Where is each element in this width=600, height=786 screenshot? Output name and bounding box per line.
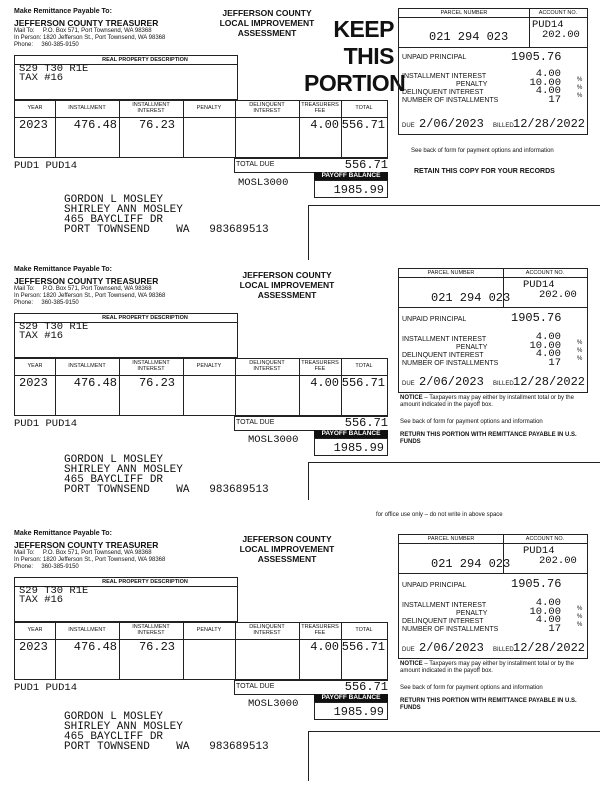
col-year: YEAR xyxy=(27,105,43,111)
total-due-label: TOTAL DUE xyxy=(236,419,275,426)
account-number: PUD14 202.00 xyxy=(532,19,580,41)
col-total: TOTAL xyxy=(355,363,373,369)
property-description-box xyxy=(14,313,238,358)
total-due-value: 556.71 xyxy=(344,158,388,172)
due-label: DUE xyxy=(402,123,415,129)
owner-code: MOSL3000 xyxy=(238,177,289,189)
phone-line: Phone: 360-385-9150 xyxy=(14,564,79,570)
district-code: PUD1 PUD14 xyxy=(14,418,78,430)
due-date: 2/06/2023 xyxy=(419,117,484,131)
interest-labels: INSTALLMENT INTEREST PENALTY DELINQUENT INTEREST NUMBER OF INSTALLMENTS xyxy=(402,602,499,633)
interest-values: 4.00 10.00 4.00 17 xyxy=(529,597,561,635)
property-lines: S29 T30 R1E TAX #16 xyxy=(19,63,89,84)
payoff-box xyxy=(314,180,388,198)
col-total: TOTAL xyxy=(355,105,373,111)
billed-date: 12/28/2022 xyxy=(513,375,586,389)
parcel-number: 021 294 023 xyxy=(431,557,511,571)
assessment-title: JEFFERSON COUNTY LOCAL IMPROVEMENT ASSESSMENT xyxy=(239,270,335,300)
in-person-line: In Person: 1820 Jefferson St., Port Townsend, WA 98368 xyxy=(14,35,166,41)
cell-installment-interest: 76.23 xyxy=(138,640,175,654)
cell-total: 556.71 xyxy=(341,376,385,390)
remit-heading: Make Remittance Payable To: xyxy=(14,266,112,273)
parcel-panel xyxy=(398,534,588,659)
office-use-note: for office use only – do not write in above space xyxy=(376,512,503,518)
billed-date: 12/28/2022 xyxy=(513,117,586,131)
payoff-label: PAYOFF BALANCE xyxy=(314,694,388,702)
parcel-panel xyxy=(398,8,588,135)
total-due-label: TOTAL DUE xyxy=(236,161,275,168)
total-due-value: 556.71 xyxy=(344,416,388,430)
account-label: ACCOUNT NO. xyxy=(525,270,565,276)
payoff-box xyxy=(314,438,388,456)
district-code: PUD1 PUD14 xyxy=(14,160,78,172)
cell-treasurers-fee: 4.00 xyxy=(310,376,339,390)
col-delinquent-interest: DELINQUENT INTEREST xyxy=(249,102,285,114)
col-year: YEAR xyxy=(27,627,43,633)
treasurer-name: JEFFERSON COUNTY TREASURER xyxy=(14,18,159,28)
notice: NOTICE – Taxpayers may pay either by installment total or by the amount indicated in the payoff box. xyxy=(400,395,574,408)
percent-signs: % % % xyxy=(577,77,583,99)
assessment-title: JEFFERSON COUNTY LOCAL IMPROVEMENT ASSESSMENT xyxy=(219,8,315,38)
cell-treasurers-fee: 4.00 xyxy=(310,640,339,654)
remit-heading: Make Remittance Payable To: xyxy=(14,530,112,537)
unpaid-principal-value: 1905.76 xyxy=(511,311,562,325)
parcel-number: 021 294 023 xyxy=(431,291,511,305)
payoff-value: 1985.99 xyxy=(333,705,384,719)
cell-treasurers-fee: 4.00 xyxy=(310,118,339,132)
col-treasurers-fee: TREASURERS FEE xyxy=(301,624,339,636)
parcel-panel xyxy=(398,268,588,393)
due-date: 2/06/2023 xyxy=(419,641,484,655)
cell-installment-interest: 76.23 xyxy=(138,376,175,390)
owner-address: GORDON L MOSLEY SHIRLEY ANN MOSLEY 465 BAYCLIFF DR PORT TOWNSEND WA 983689513 xyxy=(64,194,269,236)
interest-values: 4.00 10.00 4.00 17 xyxy=(529,331,561,369)
payoff-label: PAYOFF BALANCE xyxy=(314,430,388,438)
account-number: PUD14 202.00 xyxy=(523,279,577,301)
property-description-box xyxy=(14,577,238,622)
unpaid-principal-label: UNPAID PRINCIPAL xyxy=(402,54,467,61)
owner-address: GORDON L MOSLEY SHIRLEY ANN MOSLEY 465 BAYCLIFF DR PORT TOWNSEND WA 983689513 xyxy=(64,454,269,496)
interest-labels: INSTALLMENT INTEREST PENALTY DELINQUENT INTEREST NUMBER OF INSTALLMENTS xyxy=(402,73,499,104)
district-code: PUD1 PUD14 xyxy=(14,682,78,694)
col-installment: INSTALLMENT xyxy=(68,363,106,369)
payoff-value: 1985.99 xyxy=(333,441,384,455)
unpaid-principal-label: UNPAID PRINCIPAL xyxy=(402,316,467,323)
parcel-number-label: PARCEL NUMBER xyxy=(427,270,475,276)
payoff-label: PAYOFF BALANCE xyxy=(314,172,388,180)
col-installment-interest: INSTALLMENT INTEREST xyxy=(132,360,170,372)
due-label: DUE xyxy=(402,647,415,653)
percent-signs: % % % xyxy=(577,606,583,628)
notice: NOTICE – Taxpayers may pay either by installment total or by the amount indicated in the payoff box. xyxy=(400,661,574,674)
property-header: REAL PROPERTY DESCRIPTION xyxy=(102,579,188,585)
owner-code: MOSL3000 xyxy=(248,434,299,446)
due-label: DUE xyxy=(402,381,415,387)
phone-line: Phone: 360-385-9150 xyxy=(14,42,79,48)
account-number: PUD14 202.00 xyxy=(523,545,577,567)
cell-installment-interest: 76.23 xyxy=(138,118,175,132)
cell-installment: 476.48 xyxy=(73,118,117,132)
see-back-note: See back of form for payment options and information xyxy=(411,148,554,154)
cell-total: 556.71 xyxy=(341,118,385,132)
col-penalty: PENALTY xyxy=(196,627,222,633)
billed-label: BILLED xyxy=(493,381,514,387)
col-installment: INSTALLMENT xyxy=(68,627,106,633)
account-label: ACCOUNT NO. xyxy=(525,536,565,542)
cell-year: 2023 xyxy=(19,640,48,654)
treasurer-name: JEFFERSON COUNTY TREASURER xyxy=(14,276,159,286)
interest-labels: INSTALLMENT INTEREST PENALTY DELINQUENT INTEREST NUMBER OF INSTALLMENTS xyxy=(402,336,499,367)
keep-this-portion: KEEP THIS PORTION xyxy=(304,16,406,96)
billed-label: BILLED xyxy=(493,123,514,129)
col-delinquent-interest: DELINQUENT INTEREST xyxy=(249,360,285,372)
payoff-box xyxy=(314,702,388,720)
col-total: TOTAL xyxy=(355,627,373,633)
see-back-note: See back of form for payment options and information xyxy=(400,685,543,691)
property-header: REAL PROPERTY DESCRIPTION xyxy=(102,315,188,321)
owner-address: GORDON L MOSLEY SHIRLEY ANN MOSLEY 465 BAYCLIFF DR PORT TOWNSEND WA 983689513 xyxy=(64,711,269,753)
cell-year: 2023 xyxy=(19,376,48,390)
see-back-note: See back of form for payment options and information xyxy=(400,419,543,425)
return-portion-note: RETURN THIS PORTION WITH REMITTANCE PAYABLE IN U.S. FUNDS xyxy=(400,698,577,711)
col-penalty: PENALTY xyxy=(196,363,222,369)
mail-line: Mail To: P.O. Box 571, Port Townsend, WA 98368 xyxy=(14,28,152,34)
mail-line: Mail To: P.O. Box 571, Port Townsend, WA 98368 xyxy=(14,286,152,292)
col-treasurers-fee: TREASURERS FEE xyxy=(301,102,339,114)
percent-signs: % % % xyxy=(577,340,583,362)
cell-total: 556.71 xyxy=(341,640,385,654)
parcel-number-label: PARCEL NUMBER xyxy=(427,536,475,542)
billed-label: BILLED xyxy=(493,647,514,653)
col-treasurers-fee: TREASURERS FEE xyxy=(301,360,339,372)
bill-table xyxy=(14,622,388,680)
due-date: 2/06/2023 xyxy=(419,375,484,389)
return-stub-copy xyxy=(0,526,600,786)
unpaid-principal-value: 1905.76 xyxy=(511,50,562,64)
cell-year: 2023 xyxy=(19,118,48,132)
return-portion-note: RETURN THIS PORTION WITH REMITTANCE PAYABLE IN U.S. FUNDS xyxy=(400,432,577,445)
property-description-box xyxy=(14,55,238,100)
payoff-value: 1985.99 xyxy=(333,183,384,197)
in-person-line: In Person: 1820 Jefferson St., Port Townsend, WA 98368 xyxy=(14,557,166,563)
property-lines: S29 T30 R1E TAX #16 xyxy=(19,321,89,342)
mail-line: Mail To: P.O. Box 571, Port Townsend, WA 98368 xyxy=(14,550,152,556)
bill-table xyxy=(14,358,388,416)
account-label: ACCOUNT NO. xyxy=(538,10,578,16)
col-penalty: PENALTY xyxy=(196,105,222,111)
col-year: YEAR xyxy=(27,363,43,369)
phone-line: Phone: 360-385-9150 xyxy=(14,300,79,306)
total-due-label: TOTAL DUE xyxy=(236,683,275,690)
assessment-title: JEFFERSON COUNTY LOCAL IMPROVEMENT ASSESSMENT xyxy=(239,534,335,564)
parcel-number: 021 294 023 xyxy=(429,30,509,44)
col-installment-interest: INSTALLMENT INTEREST xyxy=(132,102,170,114)
unpaid-principal-value: 1905.76 xyxy=(511,577,562,591)
col-installment-interest: INSTALLMENT INTEREST xyxy=(132,624,170,636)
col-installment: INSTALLMENT xyxy=(68,105,106,111)
bill-table xyxy=(14,100,388,158)
remit-heading: Make Remittance Payable To: xyxy=(14,8,112,15)
in-person-line: In Person: 1820 Jefferson St., Port Townsend, WA 98368 xyxy=(14,293,166,299)
keep-stub xyxy=(0,0,600,260)
billed-date: 12/28/2022 xyxy=(513,641,586,655)
col-delinquent-interest: DELINQUENT INTEREST xyxy=(249,624,285,636)
owner-code: MOSL3000 xyxy=(248,698,299,710)
cell-installment: 476.48 xyxy=(73,376,117,390)
interest-values: 4.00 10.00 4.00 17 xyxy=(529,68,561,106)
unpaid-principal-label: UNPAID PRINCIPAL xyxy=(402,582,467,589)
property-header: REAL PROPERTY DESCRIPTION xyxy=(102,57,188,63)
treasurer-name: JEFFERSON COUNTY TREASURER xyxy=(14,540,159,550)
property-lines: S29 T30 R1E TAX #16 xyxy=(19,585,89,606)
parcel-number-label: PARCEL NUMBER xyxy=(440,10,488,16)
total-due-value: 556.71 xyxy=(344,680,388,694)
return-stub xyxy=(0,262,600,522)
retain-note: RETAIN THIS COPY FOR YOUR RECORDS xyxy=(414,168,555,175)
cell-installment: 476.48 xyxy=(73,640,117,654)
